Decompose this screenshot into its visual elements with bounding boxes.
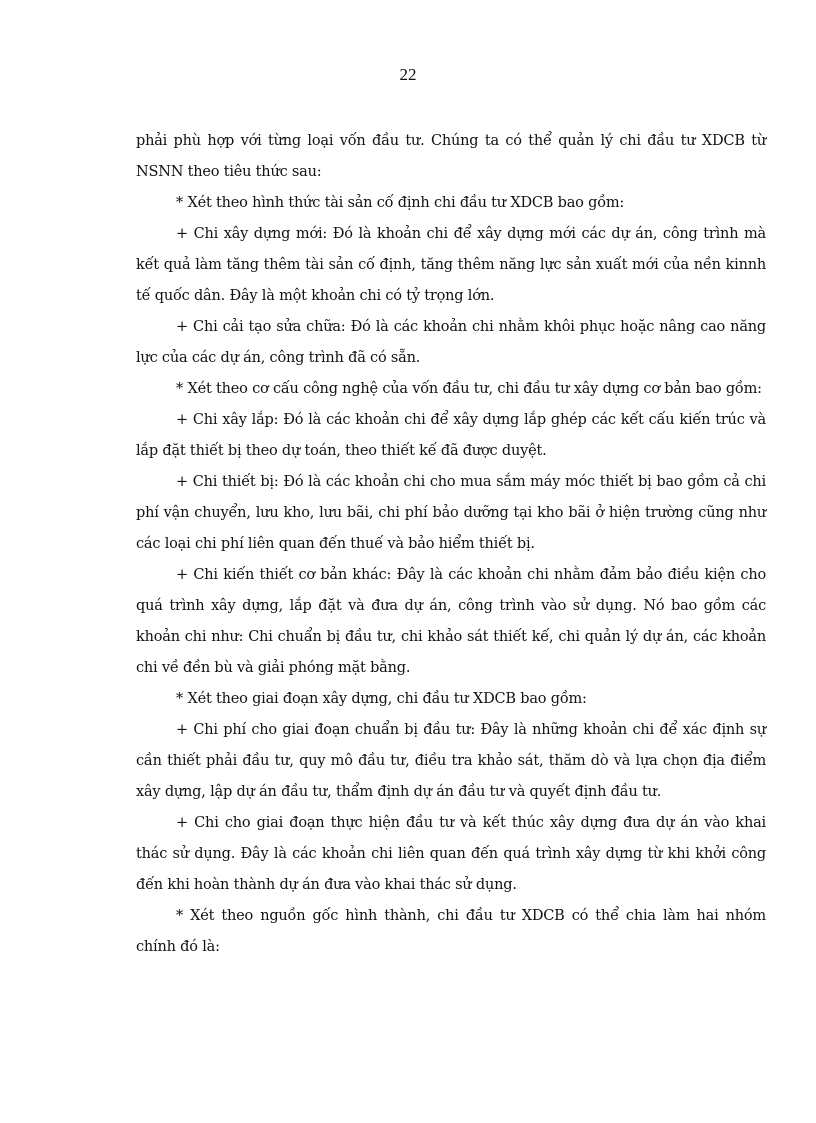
paragraph: phải phù hợp với từng loại vốn đầu tư. Chúng ta có thể quản lý chi đầu tư XDCB từ NSNN theo tiêu thức sau: <box>136 133 766 180</box>
paragraph: + Chi xây dựng mới: Đó là khoản chi để xây dựng mới các dự án, công trình mà kết quả làm tăng thêm tài sản cố định, tăng thêm năng lực sản xuất mới của nền kinnh tế quốc dân. Đây là một khoản chi có tỷ trọng lớn. <box>136 226 766 304</box>
paragraph: + Chi kiến thiết cơ bản khác: Đây là các khoản chi nhằm đảm bảo điều kiện cho quá trình xây dựng, lắp đặt và đưa dự án, công trình vào sử dụng. Nó bao gồm các khoản chi như: Chi chuẩn bị đầu tư, chi khảo sát thiết kế, chi quản lý dự án, các khoản chi về đền bù và giải phóng mặt bằng. <box>136 567 766 676</box>
page-number: 22 <box>399 65 417 84</box>
paragraph: + Chi cải tạo sửa chữa: Đó là các khoản chi nhằm khôi phục hoặc nâng cao năng lực của các dự án, công trình đã có sẵn. <box>136 319 766 366</box>
paragraph: * Xét theo hình thức tài sản cố định chi đầu tư XDCB bao gồm: <box>176 195 625 211</box>
body-text <box>136 126 766 963</box>
paragraph: * Xét theo cơ cấu công nghệ của vốn đầu tư, chi đầu tư xây dựng cơ bản bao gồm: <box>176 381 762 397</box>
paragraph: + Chi xây lắp: Đó là các khoản chi để xây dựng lắp ghép các kết cấu kiến trúc và lắp đặt thiết bị theo dự toán, theo thiết kế đã được duyệt. <box>136 412 766 459</box>
paragraph: + Chi phí cho giai đoạn chuẩn bị đầu tư: Đây là những khoản chi để xác định sự cần thiết phải đầu tư, quy mô đầu tư, điều tra khảo sát, thăm dò và lựa chọn địa điểm xây dựng, lập dự án đầu tư, thẩm định dự án đầu tư và quyết định đầu tư. <box>136 722 766 800</box>
paragraph: + Chi thiết bị: Đó là các khoản chi cho mua sắm máy móc thiết bị bao gồm cả chi phí vận chuyển, lưu kho, lưu bãi, chi phí bảo dưỡng tại kho bãi ở hiện trường cũng như các loại chi phí liên quan đến thuế và bảo hiểm thiết bị. <box>136 474 766 552</box>
paragraph: * Xét theo nguồn gốc hình thành, chi đầu tư XDCB có thể chia làm hai nhóm chính đó là: <box>136 908 766 955</box>
paragraph: + Chi cho giai đoạn thực hiện đầu tư và kết thúc xây dựng đưa dự án vào khai thác sử dụng. Đây là các khoản chi liên quan đến quá trình xây dựng từ khi khởi công đến khi hoàn thành dự án đưa vào khai thác sử dụng. <box>136 815 766 893</box>
paragraph: * Xét theo giai đoạn xây dựng, chi đầu tư XDCB bao gồm: <box>176 691 587 707</box>
